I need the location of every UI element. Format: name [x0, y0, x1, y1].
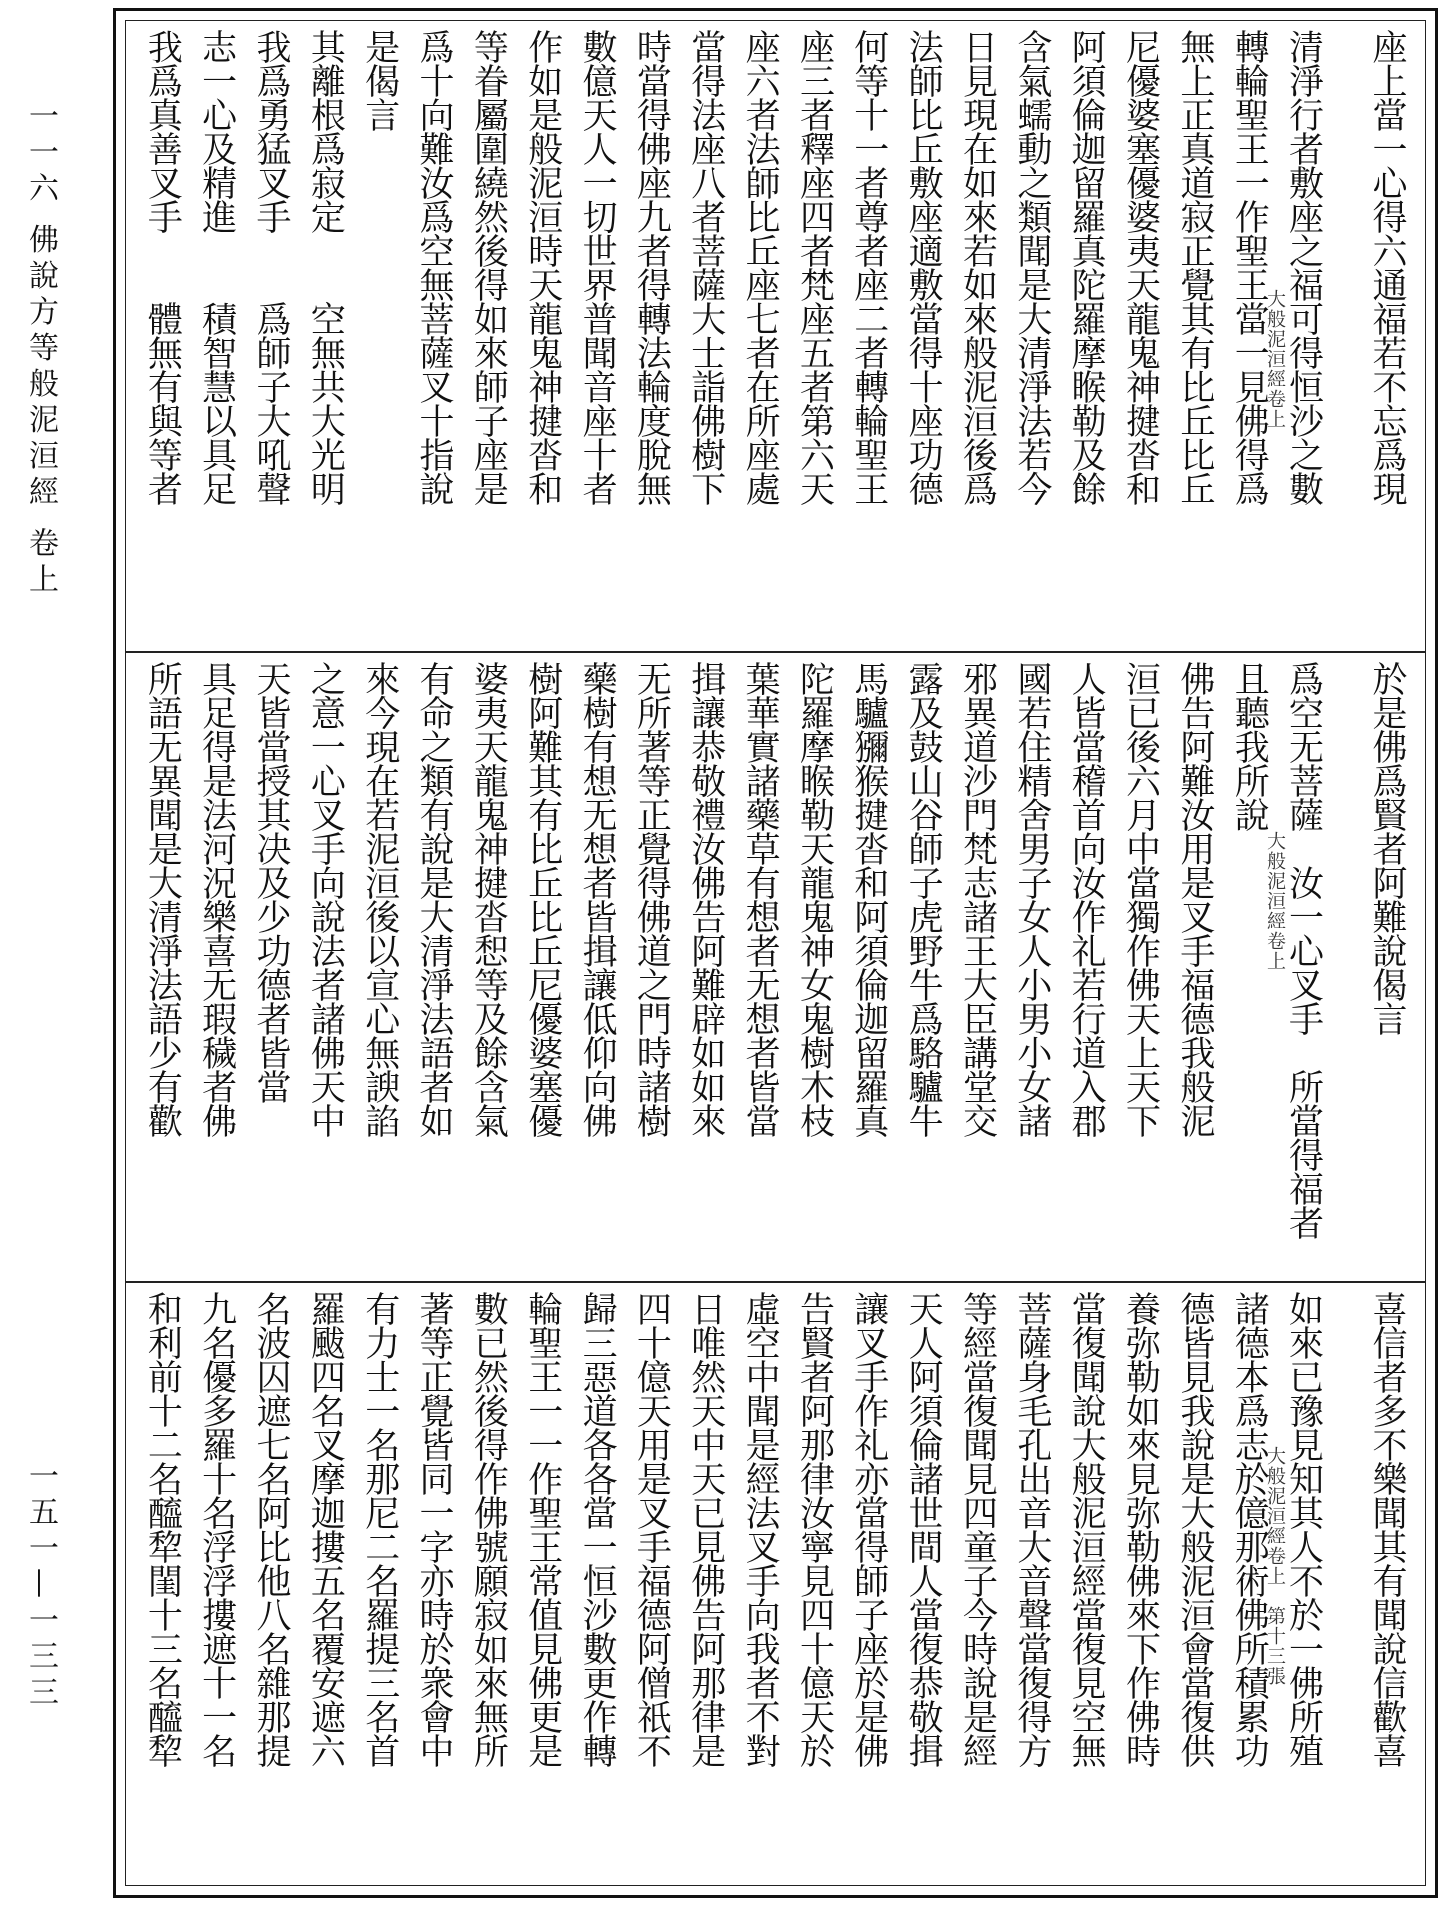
- text-column: 天皆當授其决及少功德者皆當: [251, 661, 292, 1103]
- text-column: 爲空无菩薩 汝一心叉手 所當得福者: [1283, 661, 1324, 1239]
- text-column: 邪異道沙門梵志諸王大臣講堂交: [957, 661, 998, 1137]
- text-column: 座三者釋座四者梵座五者第六天: [794, 29, 835, 505]
- text-column: 國若住精舍男子女人小男小女諸: [1011, 661, 1052, 1137]
- text-column: 露及鼓山谷師子虎野牛爲駱驢牛: [903, 661, 944, 1137]
- text-column: 人皆當稽首向汝作礼若行道入郡: [1066, 661, 1107, 1137]
- note-gutter: [1332, 1291, 1361, 1881]
- text-column: 著等正覺皆同一字亦時於衆會中: [414, 1291, 455, 1767]
- text-column: 喜信者多不樂聞其有聞說信歡喜: [1367, 1291, 1407, 1767]
- page-frame: [113, 8, 1438, 1898]
- text-column: 座上當一心得六通福若不忘爲現: [1367, 29, 1407, 505]
- text-column: 法師比丘敷座適敷當得十座功德: [903, 29, 944, 505]
- margin-note: 大般泥洹經卷上: [1264, 831, 1286, 971]
- text-column: 佛告阿難汝用是叉手福德我般泥: [1174, 661, 1215, 1137]
- text-column: 有命之類有說是大清淨法語者如: [414, 661, 455, 1137]
- text-column: 揖讓恭敬禮汝佛告阿難辟如如來: [685, 661, 726, 1137]
- text-column: 樹阿難其有比丘比丘尼優婆塞優: [522, 661, 563, 1137]
- text-column: 四十億天用是叉手福德阿僧祇不: [631, 1291, 672, 1767]
- text-column: 數億天人一切世界普聞音座十者: [577, 29, 618, 505]
- text-column: 具足得是法河況樂喜无瑕穢者佛: [196, 661, 237, 1137]
- text-column: 如來已豫見知其人不於一佛所殖: [1283, 1291, 1324, 1767]
- text-column: 時當得佛座九者得轉法輪度脫無: [631, 29, 672, 505]
- volume-title: 一一六 佛說方等般泥洹經 卷上: [23, 100, 58, 600]
- text-column: 當復聞說大般泥洹經當復見空無: [1066, 1291, 1107, 1767]
- text-column: 和利前十二名醯犂閨十三名醯犂: [142, 1291, 183, 1767]
- text-column: 養弥勒如來見弥勒佛來下作佛時: [1120, 1291, 1161, 1767]
- text-column: 爲十向難汝爲空無菩薩叉十指說: [414, 29, 455, 505]
- text-column: 之意一心叉手向說法者諸佛天中: [305, 661, 346, 1137]
- text-column: 座六者法師比丘座七者在所座處: [740, 29, 781, 505]
- text-column: 當得法座八者菩薩大士詣佛樹下: [685, 29, 726, 505]
- text-column: 九名優多羅十名浮浮摟遮十一名: [196, 1291, 237, 1767]
- section-divider: [126, 1281, 1425, 1283]
- text-column: 阿須倫迦留羅真陀羅摩睺勒及餘: [1066, 29, 1107, 505]
- text-column: 告賢者阿那律汝寧見四十億天於: [794, 1291, 835, 1767]
- text-column: 德皆見我說是大般泥洹會當復供: [1174, 1291, 1215, 1767]
- margin-note: 大般泥洹經卷上 第十三張: [1264, 1446, 1286, 1686]
- text-column: 是偈言: [359, 29, 400, 131]
- text-columns: [132, 1291, 1419, 1881]
- panel-1: [132, 29, 1419, 639]
- text-column: 羅颰四名叉摩迦摟五名覆安遮六: [305, 1291, 346, 1767]
- text-column: 婆夷天龍鬼神揵沓惒等及餘含氣: [468, 661, 509, 1137]
- text-columns: [132, 29, 1419, 639]
- text-columns: [132, 661, 1419, 1271]
- text-column: 諸德本爲志於億那術佛所積累功: [1229, 1291, 1270, 1767]
- text-column: 尼優婆塞優婆夷天龍鬼神揵沓和: [1120, 29, 1161, 505]
- text-column: 輪聖王一一作聖王常值見佛更是: [522, 1291, 563, 1767]
- margin-note: 大般泥洹經卷上: [1264, 289, 1286, 429]
- text-area: [125, 20, 1426, 1886]
- text-column: 含氣蠕動之類聞是大清淨法若今: [1011, 29, 1052, 505]
- text-column: 我爲真善叉手 體無有與等者: [142, 29, 183, 505]
- text-column: 无所著等正覺得佛道之門時諸樹: [631, 661, 672, 1137]
- text-column: 且聽我所說: [1229, 661, 1270, 831]
- text-column: 歸三惡道各各當一恒沙數更作轉: [577, 1291, 618, 1767]
- text-column: 清淨行者敷座之福可得恒沙之數: [1283, 29, 1324, 505]
- note-gutter: [1332, 29, 1361, 639]
- panel-3: [132, 1291, 1419, 1881]
- text-column: 數已然後得作佛號願寂如來無所: [468, 1291, 509, 1767]
- text-column: 其離根爲寂定 空無共大光明: [305, 29, 346, 505]
- text-column: 何等十一者尊者座二者轉輪聖王: [848, 29, 889, 505]
- text-column: 等眷屬圍繞然後得如來師子座是: [468, 29, 509, 505]
- text-column: 日唯然天中天已見佛告阿那律是: [685, 1291, 726, 1767]
- text-column: 有力士一名那尼二名羅提三名首: [359, 1291, 400, 1767]
- text-column: 名波囚遮七名阿比他八名雜那提: [251, 1291, 292, 1767]
- text-column: 藥樹有想无想者皆揖讓低仰向佛: [577, 661, 618, 1137]
- text-column: 志一心及精進 積智慧以具足: [196, 29, 237, 505]
- text-column: 天人阿須倫諸世間人當復恭敬揖: [903, 1291, 944, 1767]
- text-column: 菩薩身毛孔出音大音聲當復得方: [1011, 1291, 1052, 1767]
- panel-2: [132, 661, 1419, 1271]
- text-column: 虛空中聞是經法叉手向我者不對: [740, 1291, 781, 1767]
- note-gutter: [1332, 661, 1361, 1271]
- text-column: 我爲勇猛叉手 爲師子大吼聲: [251, 29, 292, 505]
- text-column: 於是佛爲賢者阿難說偈言: [1367, 661, 1407, 1035]
- page-number: 一五一—一三三: [23, 1460, 58, 1712]
- text-column: 作如是般泥洹時天龍鬼神揵沓和: [522, 29, 563, 505]
- text-column: 陀羅摩睺勒天龍鬼神女鬼樹木枝: [794, 661, 835, 1137]
- text-column: 馬驢獼猴揵沓和阿須倫迦留羅真: [848, 661, 889, 1137]
- text-column: 讓叉手作礼亦當得師子座於是佛: [848, 1291, 889, 1767]
- section-divider: [126, 651, 1425, 653]
- text-column: 來今現在若泥洹後以宣心無諛諂: [359, 661, 400, 1137]
- text-column: 葉華實諸藥草有想者无想者皆當: [740, 661, 781, 1137]
- text-column: 洹已後六月中當獨作佛天上天下: [1120, 661, 1161, 1137]
- text-column: 等經當復聞見四童子今時說是經: [957, 1291, 998, 1767]
- text-column: 日見現在如來若如來般泥洹後爲: [957, 29, 998, 505]
- text-column: 轉輪聖王一作聖王當一見佛得爲: [1229, 29, 1270, 505]
- text-column: 所語无異聞是大清淨法語少有歡: [142, 661, 183, 1137]
- text-column: 無上正真道寂正覺其有比丘比丘: [1174, 29, 1215, 505]
